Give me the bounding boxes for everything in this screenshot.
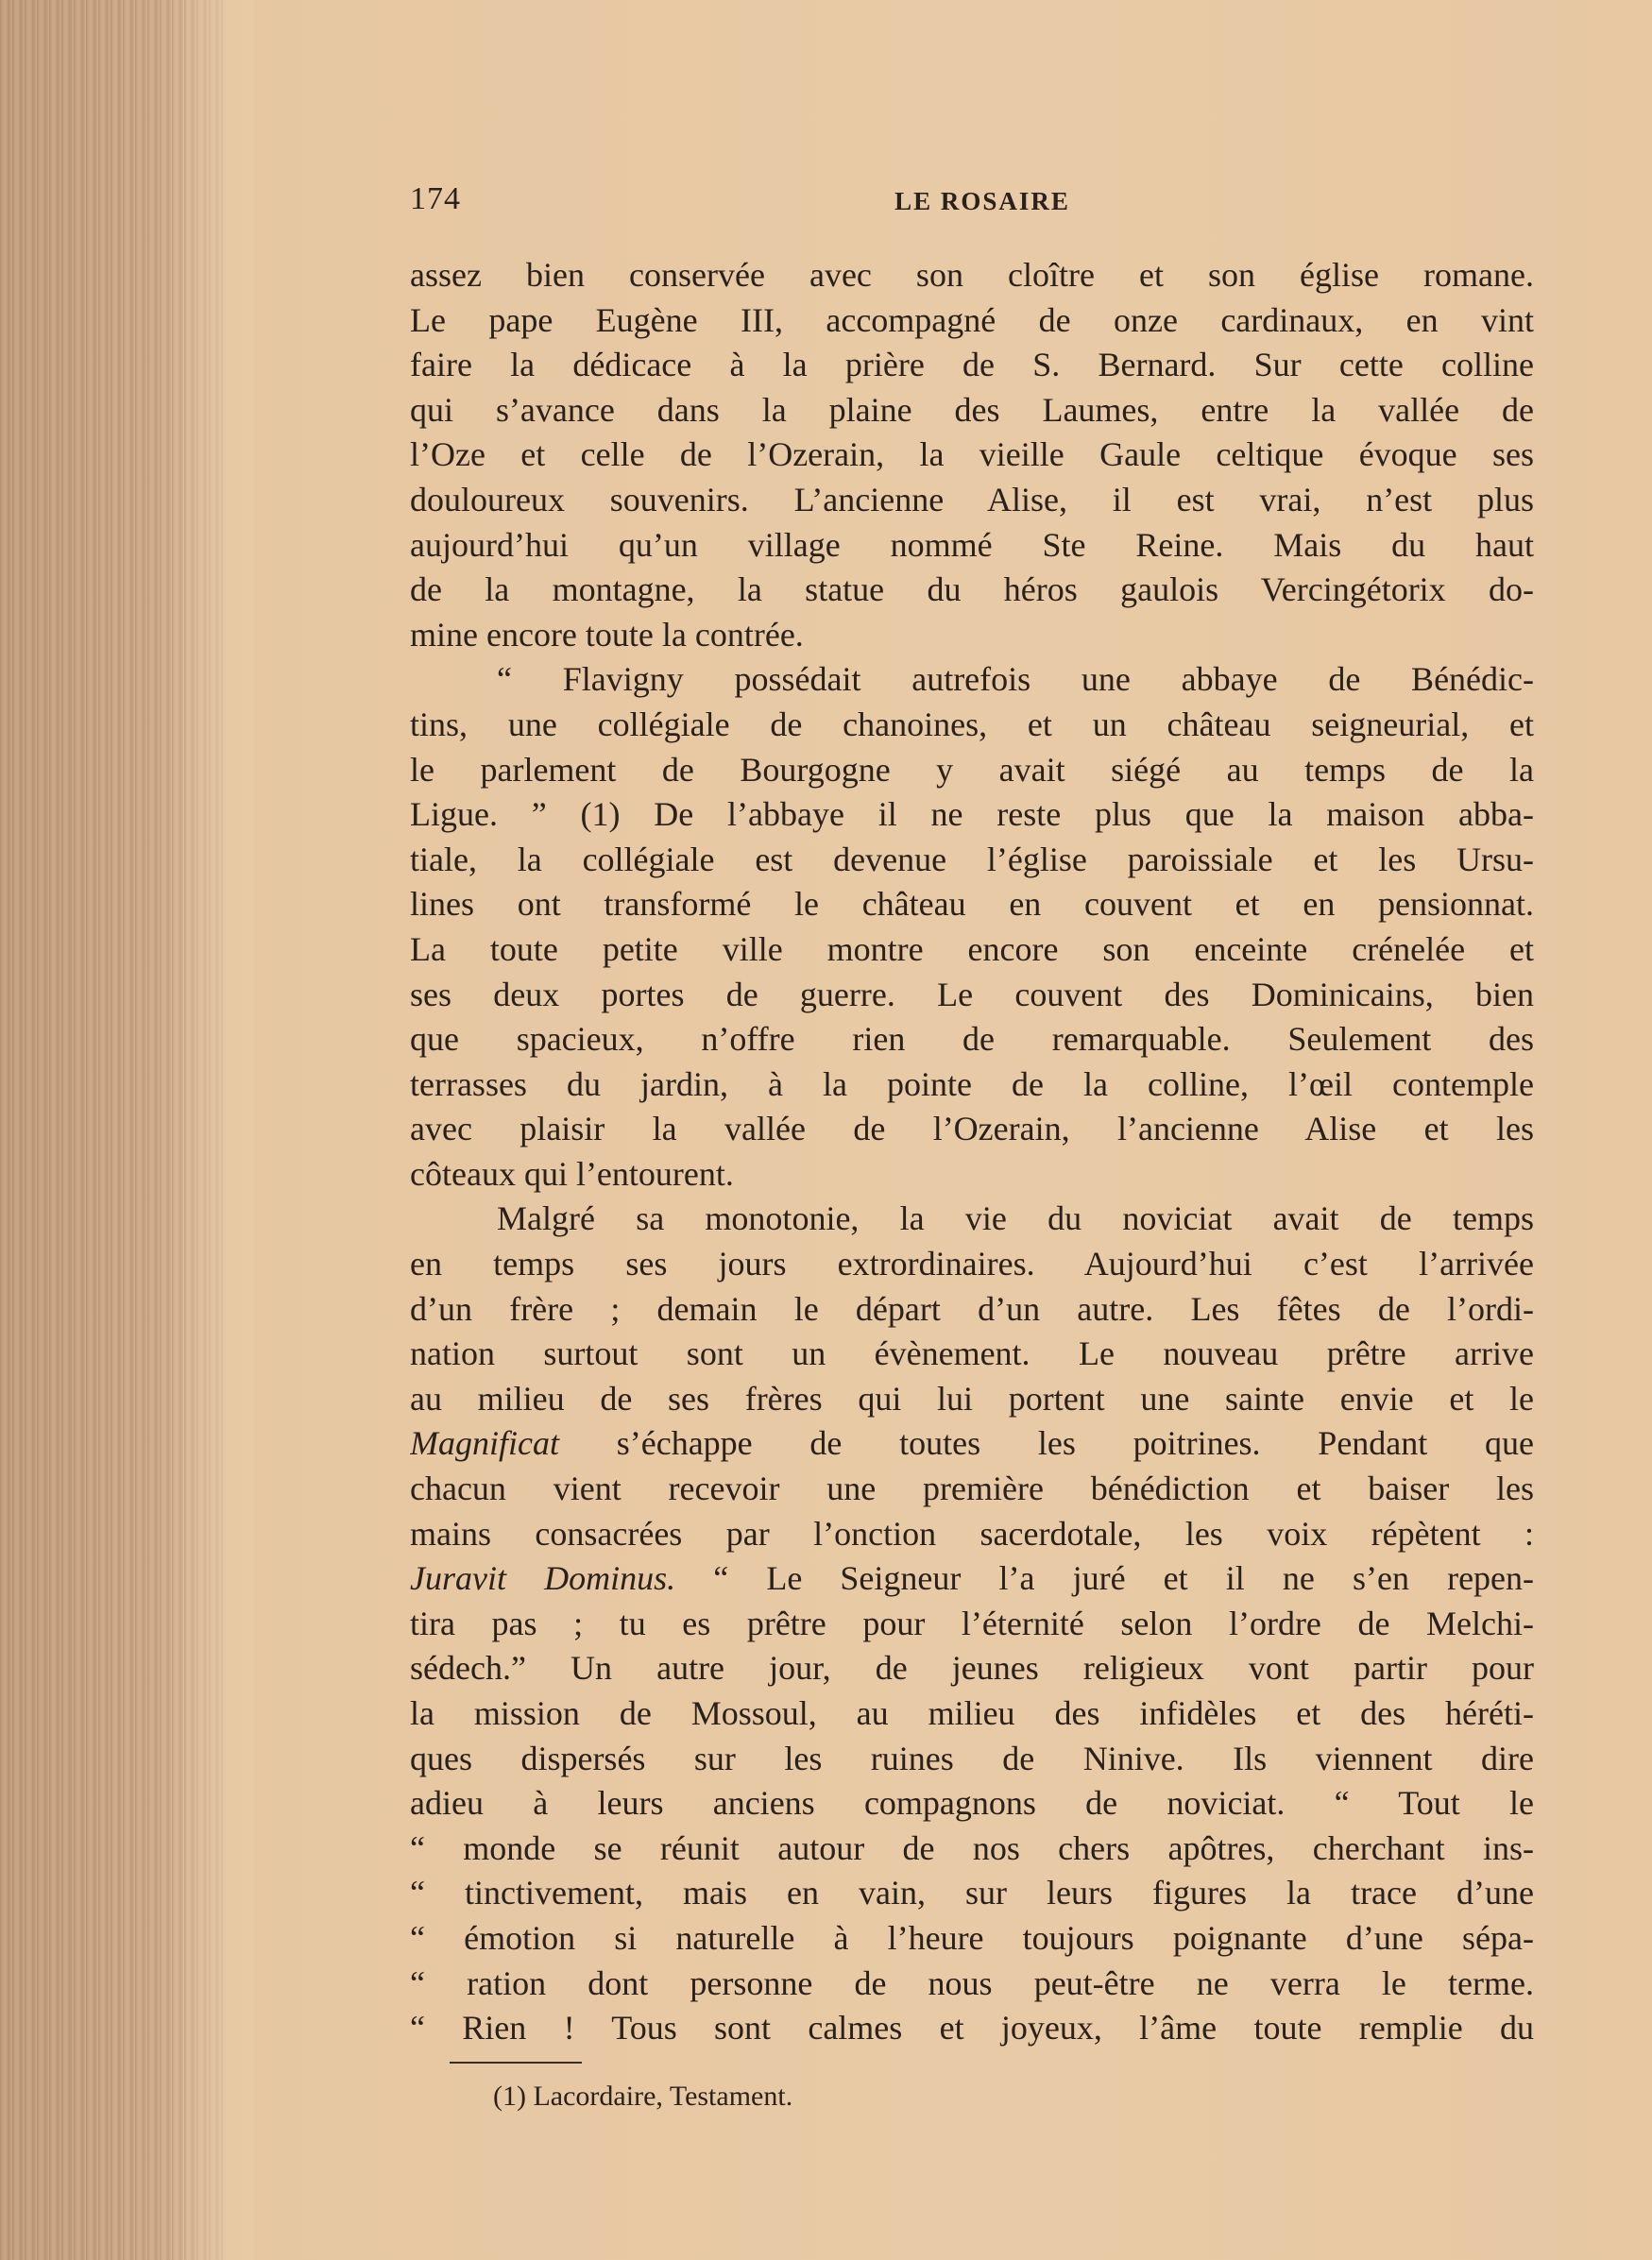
italic-juravit: Juravit Dominus. xyxy=(410,1559,676,1598)
text-line: faire la dédicace à la prière de S. Bernard. Sur cette colline xyxy=(410,346,1534,384)
running-title: LE ROSAIRE xyxy=(894,187,1070,215)
text-line: “ Flavigny possédait autrefois une abbaye de Bénédic- xyxy=(497,660,1534,699)
page-number: 174 xyxy=(410,181,461,216)
text-line: douloureux souvenirs. L’ancienne Alise, il est vrai, n’est plus xyxy=(410,480,1534,518)
text-line: Malgré sa monotonie, la vie du noviciat avait de temps xyxy=(497,1199,1534,1238)
text-line: la mission de Mossoul, au milieu des infidèles et des héréti- xyxy=(410,1694,1534,1732)
text-line: tira pas ; tu es prêtre pour l’éternité selon l’ordre de Melchi- xyxy=(410,1604,1534,1642)
text-line-juravit xyxy=(410,1556,1534,1602)
text-line: côteaux qui l’entourent. xyxy=(410,1154,734,1193)
text-line: “ émotion si naturelle à l’heure toujours poignante d’une sépa- xyxy=(410,1918,1534,1957)
text-line-magnificat xyxy=(410,1421,1534,1467)
text-line: “ tinctivement, mais en vain, sur leurs figures la trace d’une xyxy=(410,1874,1534,1912)
footnote: (1) Lacordaire, Testament. xyxy=(493,2081,793,2112)
text-line: sédech.” Un autre jour, de jeunes religieux vont partir pour xyxy=(410,1649,1534,1688)
italic-magnificat: Magnificat xyxy=(410,1424,559,1463)
text-line: mains consacrées par l’onction sacerdotale, les voix répètent : xyxy=(410,1514,1534,1553)
text-line: le parlement de Bourgogne y avait siégé au temps de la xyxy=(410,750,1534,789)
text-line: de la montagne, la statue du héros gaulois Vercingétorix do- xyxy=(410,570,1534,609)
text-line: l’Oze et celle de l’Ozerain, la vieille Gaule celtique évoque ses xyxy=(410,435,1534,474)
text-line: “ ration dont personne de nous peut-être ne verra le terme. xyxy=(410,1963,1534,2002)
text-line: qui s’avance dans la plaine des Laumes, entre la vallée de xyxy=(410,390,1534,429)
text-line: assez bien conservée avec son cloître et son église romane. xyxy=(410,256,1534,294)
text-line: “ monde se réunit autour de nos chers apôtres, cherchant ins- xyxy=(410,1828,1534,1867)
text-line: que spacieux, n’offre rien de remarquable. Seulement des xyxy=(410,1020,1534,1059)
text-line: en temps ses jours extrordinaires. Aujourd’hui c’est l’arrivée xyxy=(410,1245,1534,1283)
text-line: tiale, la collégiale est devenue l’église paroissiale et les Ursu- xyxy=(410,840,1534,878)
text-line: mine encore toute la contrée. xyxy=(410,615,804,654)
text-line: chacun vient recevoir une première bénédiction et baiser les xyxy=(410,1470,1534,1508)
text-line-rest: “ Le Seigneur l’a juré et il ne s’en repen- xyxy=(713,1559,1534,1598)
text-line: terrasses du jardin, à la pointe de la colline, l’œil contemple xyxy=(410,1064,1534,1103)
text-line: lines ont transformé le château en couvent et en pensionnat. xyxy=(410,885,1534,924)
text-line: adieu à leurs anciens compagnons de noviciat. “ Tout le xyxy=(410,1784,1534,1823)
text-line: Le pape Eugène III, accompagné de onze cardinaux, en vint xyxy=(410,300,1534,339)
text-line-rest: s’échappe de toutes les poitrines. Pendant que xyxy=(616,1424,1534,1463)
text-line: tins, une collégiale de chanoines, et un château seigneurial, et xyxy=(410,705,1534,743)
text-line: La toute petite ville montre encore son enceinte crénelée et xyxy=(410,929,1534,968)
text-line: d’un frère ; demain le départ d’un autre. Les fêtes de l’ordi- xyxy=(410,1289,1534,1328)
text-line: ses deux portes de guerre. Le couvent des Dominicains, bien xyxy=(410,975,1534,1013)
text-line: avec plaisir la vallée de l’Ozerain, l’ancienne Alise et les xyxy=(410,1110,1534,1148)
text-line: “ Rien ! Tous sont calmes et joyeux, l’âme toute remplie du xyxy=(410,2009,1534,2048)
binding-shadow xyxy=(170,0,255,2260)
text-line: Ligue. ” (1) De l’abbaye il ne reste plus que la maison abba- xyxy=(410,795,1534,834)
body-text xyxy=(410,253,1534,2051)
footnote-rule xyxy=(450,2062,582,2064)
text-line: nation surtout sont un évènement. Le nouveau prêtre arrive xyxy=(410,1334,1534,1373)
text-line: ques dispersés sur les ruines de Ninive. Ils viennent dire xyxy=(410,1739,1534,1777)
text-line: au milieu de ses frères qui lui portent une sainte envie et le xyxy=(410,1379,1534,1418)
running-head xyxy=(410,181,1555,223)
text-line: aujourd’hui qu’un village nommé Ste Reine. Mais du haut xyxy=(410,525,1534,564)
